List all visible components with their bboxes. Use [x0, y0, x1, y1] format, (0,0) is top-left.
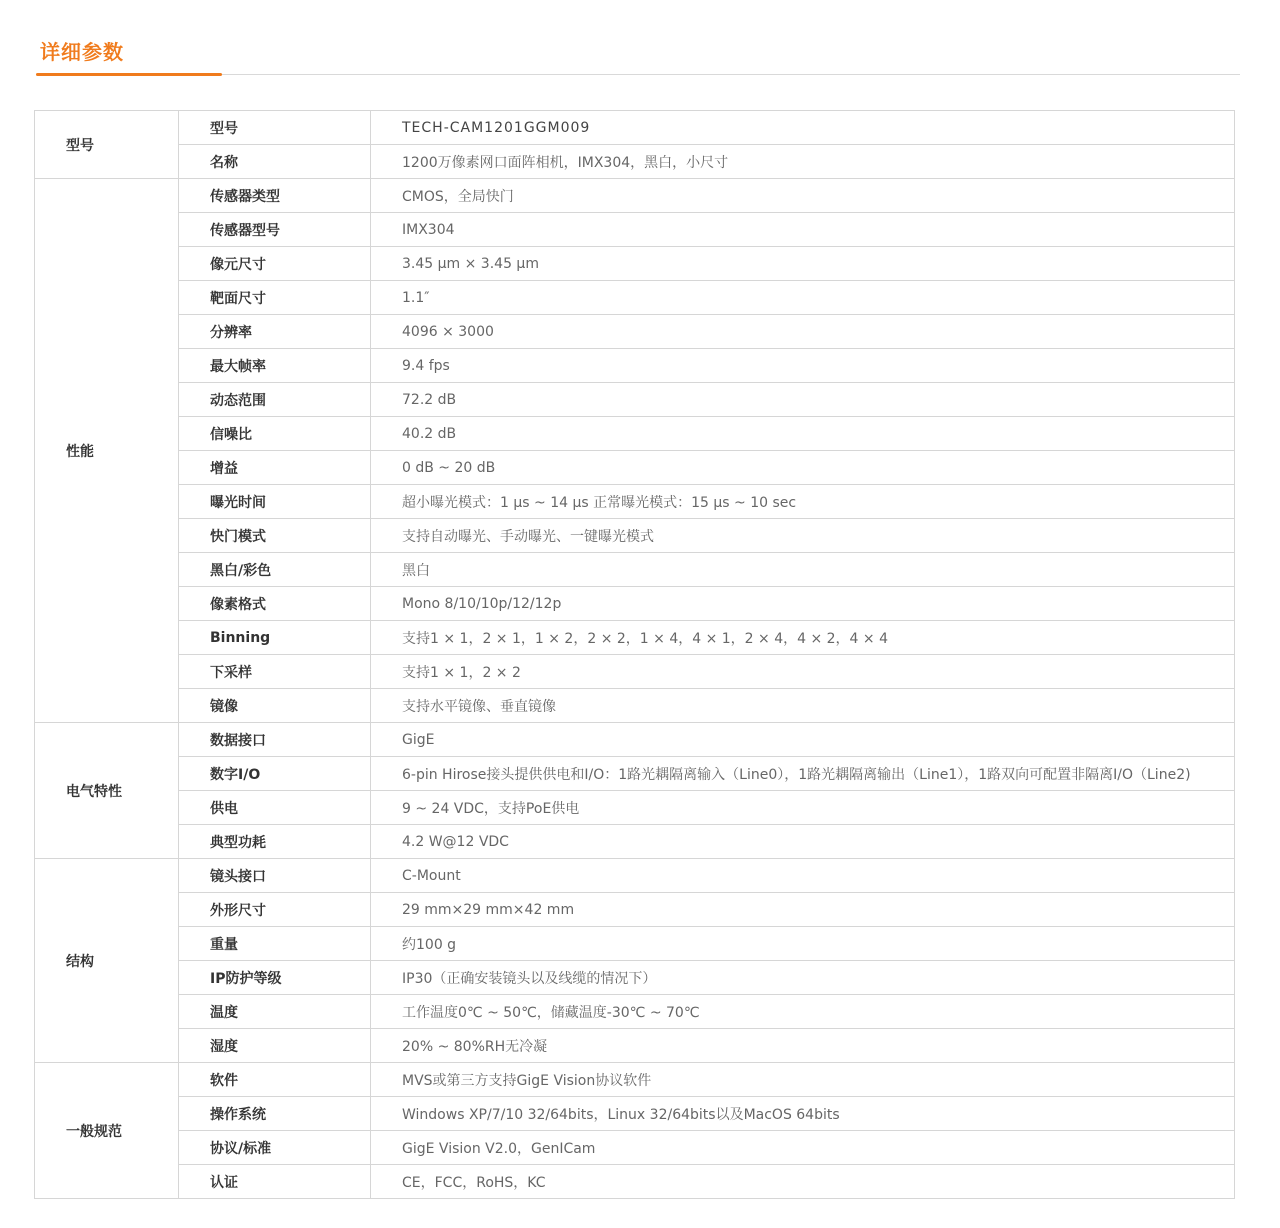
spec-row: [35, 825, 1235, 859]
spec-value: C-Mount: [371, 859, 1235, 893]
spec-key: 曝光时间: [179, 485, 371, 519]
spec-value: GigE Vision V2.0，GenICam: [371, 1131, 1235, 1165]
spec-key: 湿度: [179, 1029, 371, 1063]
spec-key: 认证: [179, 1165, 371, 1199]
spec-row: [35, 145, 1235, 179]
spec-key: 重量: [179, 927, 371, 961]
spec-key: 最大帧率: [179, 349, 371, 383]
spec-row: [35, 179, 1235, 213]
spec-key: 外形尺寸: [179, 893, 371, 927]
spec-key: 增益: [179, 451, 371, 485]
spec-key: 协议/标准: [179, 1131, 371, 1165]
spec-key: Binning: [179, 621, 371, 655]
spec-value: 20% ~ 80%RH无冷凝: [371, 1029, 1235, 1063]
spec-key: 数据接口: [179, 723, 371, 757]
spec-row: [35, 247, 1235, 281]
spec-row: [35, 111, 1235, 145]
spec-value: 工作温度0℃ ~ 50℃，储藏温度-30℃ ~ 70℃: [371, 995, 1235, 1029]
spec-row: [35, 349, 1235, 383]
section-header: [36, 34, 1240, 75]
spec-key: 靶面尺寸: [179, 281, 371, 315]
spec-row: [35, 587, 1235, 621]
spec-value: 1.1″: [371, 281, 1235, 315]
spec-value: 9.4 fps: [371, 349, 1235, 383]
spec-key: 动态范围: [179, 383, 371, 417]
spec-row: [35, 553, 1235, 587]
spec-key: 温度: [179, 995, 371, 1029]
spec-value: 1200万像素网口面阵相机，IMX304，黑白，小尺寸: [371, 145, 1235, 179]
spec-value: GigE: [371, 723, 1235, 757]
spec-row: [35, 961, 1235, 995]
spec-row: [35, 995, 1235, 1029]
spec-key: 分辨率: [179, 315, 371, 349]
spec-row: [35, 1165, 1235, 1199]
spec-value: 支持水平镜像、垂直镜像: [371, 689, 1235, 723]
spec-value: 支持1 × 1，2 × 1，1 × 2，2 × 2，1 × 4，4 × 1，2 × 4，4 × 2，4 × 4: [371, 621, 1235, 655]
spec-key: 像素格式: [179, 587, 371, 621]
spec-value: 4.2 W@12 VDC: [371, 825, 1235, 859]
spec-value: 黑白: [371, 553, 1235, 587]
spec-row: [35, 791, 1235, 825]
section-title: 详细参数: [40, 40, 124, 64]
spec-value: Windows XP/7/10 32/64bits，Linux 32/64bits以及MacOS 64bits: [371, 1097, 1235, 1131]
spec-row: [35, 213, 1235, 247]
spec-key: 名称: [179, 145, 371, 179]
spec-key: IP防护等级: [179, 961, 371, 995]
spec-row: [35, 281, 1235, 315]
spec-row: [35, 689, 1235, 723]
spec-value: 0 dB ~ 20 dB: [371, 451, 1235, 485]
spec-key: 下采样: [179, 655, 371, 689]
spec-row: [35, 519, 1235, 553]
spec-key: 供电: [179, 791, 371, 825]
spec-row: [35, 485, 1235, 519]
spec-value: TECH-CAM1201GGM009: [371, 111, 1235, 145]
spec-value: IP30（正确安装镜头以及线缆的情况下）: [371, 961, 1235, 995]
spec-key: 数字I/O: [179, 757, 371, 791]
spec-key: 传感器型号: [179, 213, 371, 247]
spec-row: [35, 315, 1235, 349]
spec-row: [35, 757, 1235, 791]
spec-group-label: 性能: [35, 179, 179, 723]
spec-value: CE，FCC，RoHS，KC: [371, 1165, 1235, 1199]
spec-value: 29 mm×29 mm×42 mm: [371, 893, 1235, 927]
spec-key: 操作系统: [179, 1097, 371, 1131]
spec-table: [34, 110, 1235, 1199]
spec-group-label: 型号: [35, 111, 179, 179]
spec-row: [35, 893, 1235, 927]
title-accent-underline: [36, 73, 222, 76]
spec-key: 软件: [179, 1063, 371, 1097]
spec-key: 快门模式: [179, 519, 371, 553]
spec-value: 9 ~ 24 VDC，支持PoE供电: [371, 791, 1235, 825]
spec-row: [35, 927, 1235, 961]
spec-key: 型号: [179, 111, 371, 145]
spec-row: [35, 1029, 1235, 1063]
spec-group-label: 电气特性: [35, 723, 179, 859]
spec-key: 黑白/彩色: [179, 553, 371, 587]
spec-row: [35, 621, 1235, 655]
spec-value: 72.2 dB: [371, 383, 1235, 417]
spec-row: [35, 723, 1235, 757]
spec-value: 6-pin Hirose接头提供供电和I/O：1路光耦隔离输入（Line0），1路光耦隔离输出（Line1），1路双向可配置非隔离I/O（Line2): [371, 757, 1235, 791]
spec-value: 支持1 × 1，2 × 2: [371, 655, 1235, 689]
spec-value: IMX304: [371, 213, 1235, 247]
spec-group-label: 结构: [35, 859, 179, 1063]
spec-key: 信噪比: [179, 417, 371, 451]
spec-value: MVS或第三方支持GigE Vision协议软件: [371, 1063, 1235, 1097]
spec-row: [35, 383, 1235, 417]
spec-value: 约100 g: [371, 927, 1235, 961]
spec-row: [35, 451, 1235, 485]
spec-key: 典型功耗: [179, 825, 371, 859]
spec-value: 3.45 μm × 3.45 μm: [371, 247, 1235, 281]
spec-value: 40.2 dB: [371, 417, 1235, 451]
spec-row: [35, 417, 1235, 451]
spec-value: CMOS，全局快门: [371, 179, 1235, 213]
spec-value: 支持自动曝光、手动曝光、一键曝光模式: [371, 519, 1235, 553]
spec-key: 镜像: [179, 689, 371, 723]
spec-table-body: [35, 111, 1235, 1199]
spec-value: Mono 8/10/10p/12/12p: [371, 587, 1235, 621]
spec-key: 镜头接口: [179, 859, 371, 893]
spec-key: 像元尺寸: [179, 247, 371, 281]
spec-group-label: 一般规范: [35, 1063, 179, 1199]
spec-row: [35, 1063, 1235, 1097]
spec-value: 4096 × 3000: [371, 315, 1235, 349]
spec-row: [35, 1131, 1235, 1165]
spec-row: [35, 655, 1235, 689]
spec-key: 传感器类型: [179, 179, 371, 213]
spec-value: 超小曝光模式：1 μs ~ 14 μs 正常曝光模式：15 μs ~ 10 sec: [371, 485, 1235, 519]
spec-row: [35, 1097, 1235, 1131]
spec-row: [35, 859, 1235, 893]
